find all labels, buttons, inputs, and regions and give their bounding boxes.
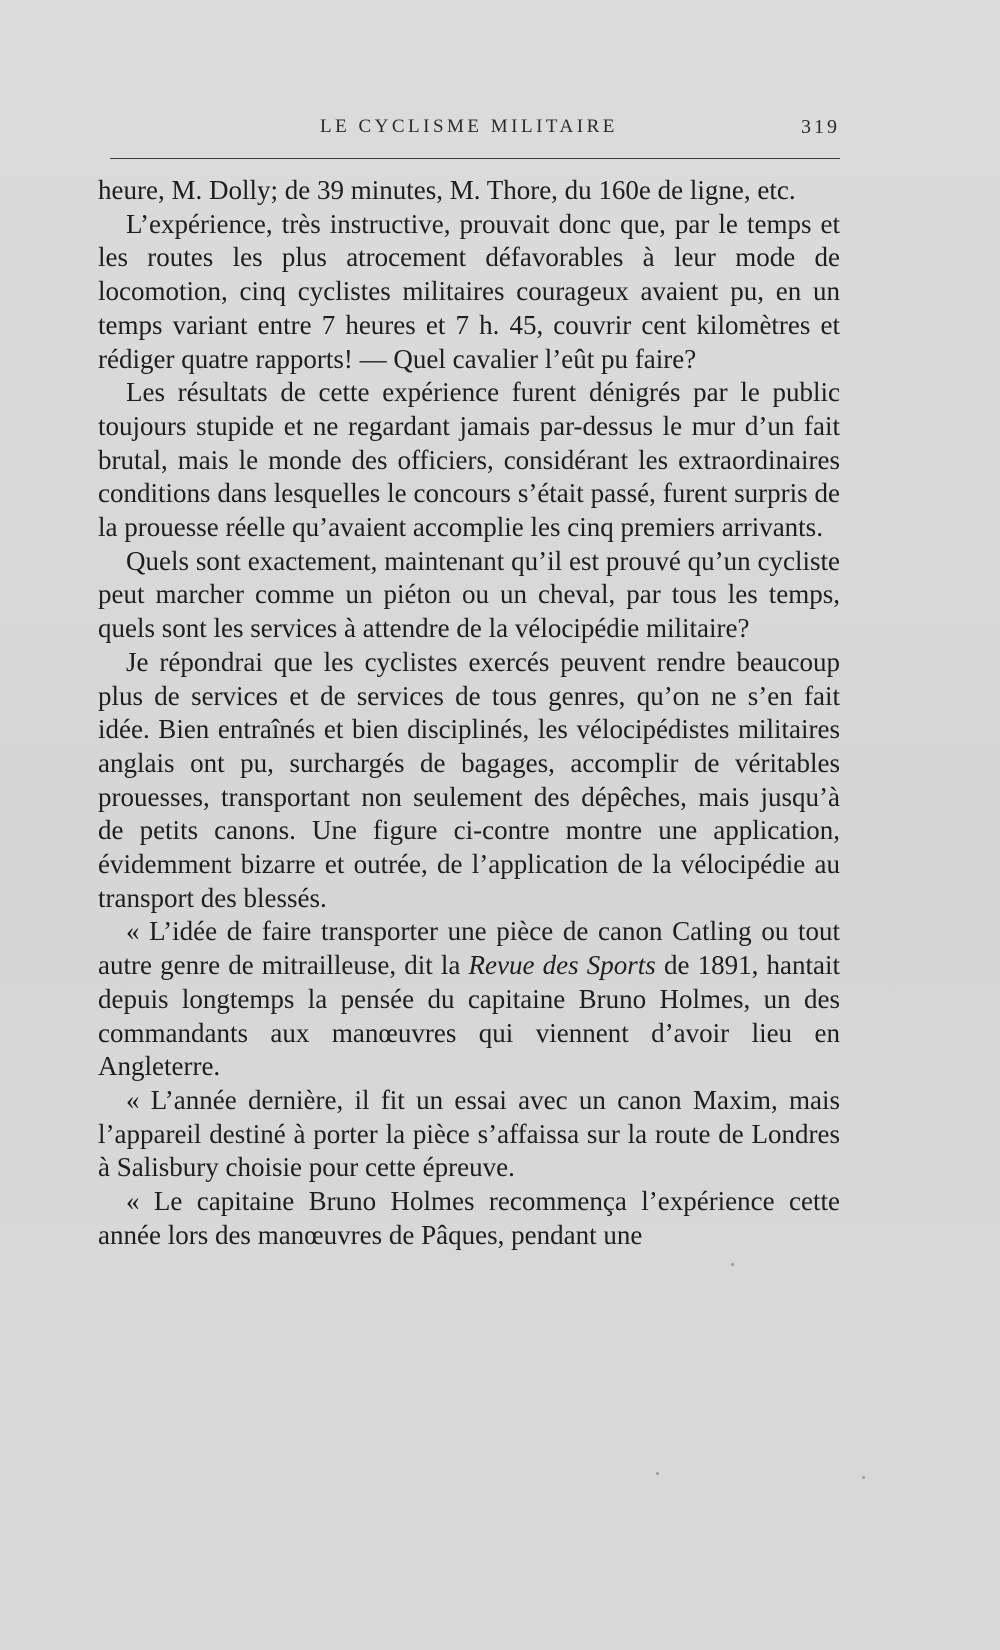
paper-speck [731,1263,734,1266]
running-head [110,116,840,146]
paragraph-results: Les résultats de cette expérience furent dénigrés par le public toujours stupide et ne regardant jamais par-dessus le mur d’un fait brutal, mais le monde des officiers, considérant les extraordinaires conditions dans lesquelles le concours s’était passé, furent surpris de la prouesse réelle qu’avaient accomplie les cinq premiers arrivants. [98,377,840,543]
paragraph-experience: L’expérience, très instructive, prouvait donc que, par le temps et les routes les plus atrocement défavorables à leur mode de locomotion, cinq cyclistes militaires courageux avaient pu, en un temps variant entre 7 heures et 7 h. 45, couvrir cent kilomètres et rédiger quatre rapports! — Quel cavalier l’eût pu faire? [98,208,840,374]
page-number: 319 [801,116,840,138]
publication-title: Revue des Sports [468,950,656,981]
header-rule [110,158,840,159]
paragraph-answer: Je répondrai que les cyclistes exercés peuvent rendre beaucoup plus de services et de services de tous genres, qu’on ne s’en fait idée. Bien entraînés et bien disciplinés, les vélocipédistes militaires anglais ont pu, surchargés de bagages, accomplir de véritables prouesses, transportant non seulement des dépêches, mais jusqu’à de petits canons. Une figure ci-contre montre une application, évidemment bizarre et outrée, de l’application de la vélocipédie au transport des blessés. [98,646,840,913]
quote-text-start: « L’idée de faire transporter une pièce de canon Catling ou tout autre genre de mitrailleuse, dit la [98,916,840,981]
body-text [98,174,840,1253]
running-title: LE CYCLISME MILITAIRE [320,116,618,137]
quote-text-end: de 1891, hantait depuis longtemps la pensée du capitaine Bruno Holmes, un des commandants aux manœuvres qui viennent d’avoir lieu en Angleterre. [98,950,840,1082]
paragraph-continued: heure, M. Dolly; de 39 minutes, M. Thore, du 160e de ligne, etc. [98,175,796,205]
paragraph-quote-last-year: « L’année dernière, il fit un essai avec un canon Maxim, mais l’appareil destiné à porter la pièce s’affaissa sur la route de Londres à Salisbury choisie pour cette épreuve. [98,1084,840,1183]
paragraph-question: Quels sont exactement, maintenant qu’il est prouvé qu’un cycliste peut marcher comme un piéton ou un cheval, par tous les temps, quels sont les services à attendre de la vélocipédie militaire? [98,545,840,644]
paragraph-quote-idea [98,915,840,1084]
paragraph-quote-captain: « Le capitaine Bruno Holmes recommença l’expérience cette année lors des manœuvres de Pâques, pendant une [98,1186,840,1250]
paper-speck [656,1472,659,1475]
paper-speck [862,1476,865,1479]
